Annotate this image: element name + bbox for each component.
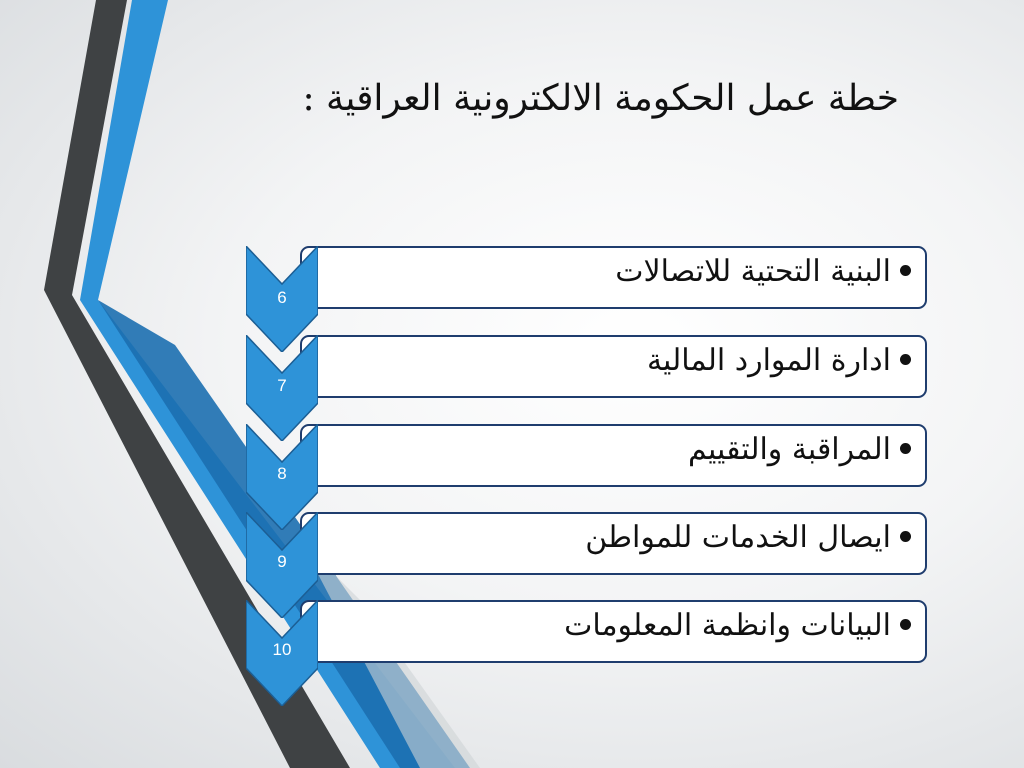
slide-title: خطة عمل الحكومة الالكترونية العراقية : [302,78,899,119]
bullet-dot-icon [900,619,911,630]
list-item-9 [300,512,927,575]
list-item-label: المراقبة والتقييم [688,432,891,467]
step-number: 9 [277,552,287,571]
list-item-label: ايصال الخدمات للمواطن [585,520,891,555]
list-item-6 [300,246,927,309]
bullet-dot-icon [900,443,911,454]
step-number: 8 [277,464,287,483]
bullet-dot-icon [900,354,911,365]
step-number: 7 [277,376,287,395]
list-item-text [688,432,911,467]
list-item-label: البنية التحتية للاتصالات [615,254,891,289]
list-item-label: ادارة الموارد المالية [646,343,891,378]
list-item-text [615,254,911,289]
bullet-dot-icon [900,531,911,542]
step-number: 10 [272,640,292,659]
list-item-text [585,520,911,555]
list-item-10 [300,600,927,663]
list-item-8 [300,424,927,487]
list-item-7 [300,335,927,398]
step-number: 6 [277,288,287,307]
list-item-text [647,343,911,378]
bullet-dot-icon [900,265,911,276]
list-item-text [564,608,911,643]
list-item-label: البيانات وانظمة المعلومات [564,608,891,643]
